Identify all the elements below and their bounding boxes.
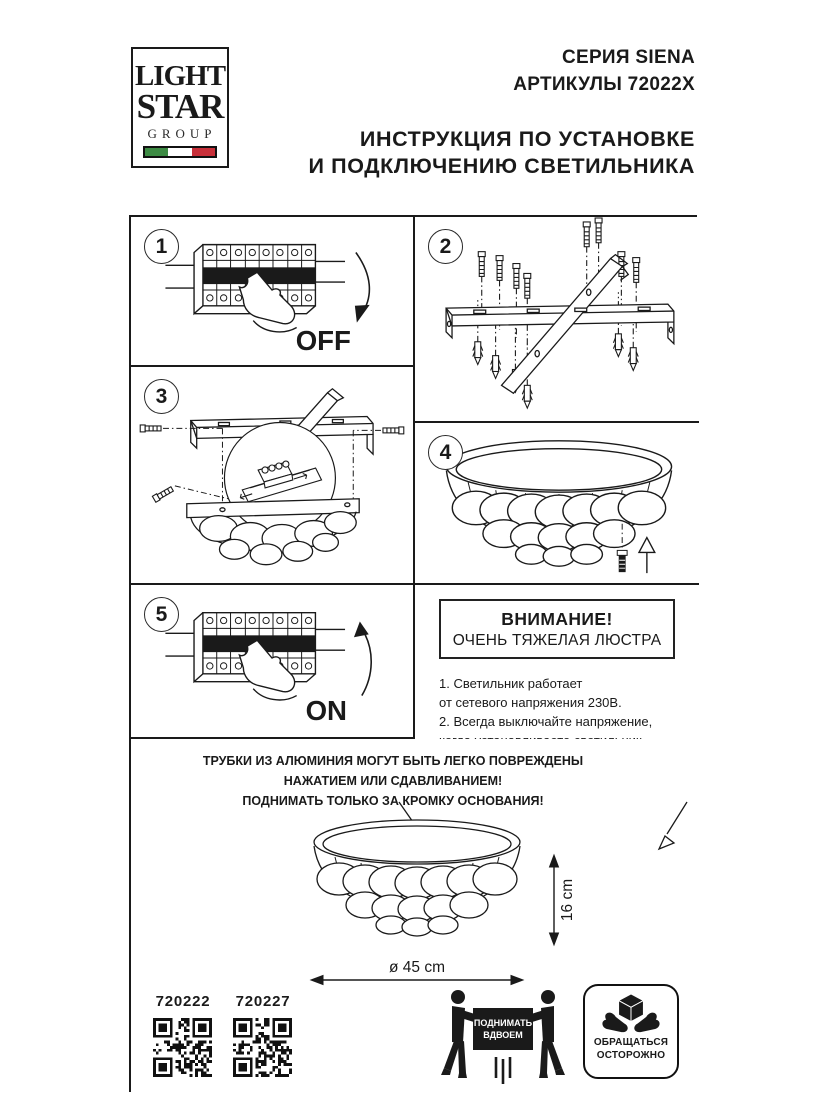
logo-word-group: GROUP xyxy=(147,126,217,141)
article-code-1: 720222 xyxy=(155,993,211,1010)
handle-with-care-badge xyxy=(583,984,679,1079)
diameter-label: ø 45 cm xyxy=(389,959,445,976)
handling-panel xyxy=(131,739,699,1094)
note-line: 1. Светильник работает xyxy=(439,676,583,691)
attention-panel xyxy=(415,585,699,739)
diameter-dimension xyxy=(311,976,523,985)
logo-word-star: STAR xyxy=(136,87,224,126)
instruction-title-line2: И ПОДКЛЮЧЕНИЮ СВЕТИЛЬНИКА xyxy=(308,154,695,178)
screw-icon xyxy=(617,550,627,572)
arrow-down-icon xyxy=(355,253,370,323)
warning-line: НАЖАТИЕМ ИЛИ СДАВЛИВАНИЕМ! xyxy=(283,774,503,788)
off-label: OFF xyxy=(295,325,351,357)
lift-with-two-icon xyxy=(437,985,569,1095)
instruction-grid xyxy=(129,215,697,1092)
step-1-number: 1 xyxy=(144,229,179,264)
qr-code-720227 xyxy=(233,1018,292,1077)
attention-box xyxy=(439,599,675,659)
wiring-magnifier xyxy=(224,422,335,533)
height-label: 16 cm xyxy=(559,878,576,922)
pointer-arrow-right xyxy=(667,802,687,834)
step-3-number: 3 xyxy=(144,379,179,414)
step-3-panel xyxy=(131,367,415,585)
instruction-title-line1: ИНСТРУКЦИЯ ПО УСТАНОВКЕ xyxy=(359,127,695,151)
on-label: ON xyxy=(305,695,348,727)
qr-code-720222 xyxy=(153,1018,212,1077)
lamp-base xyxy=(187,499,359,565)
step-5-panel xyxy=(131,585,415,739)
warning-line: ТРУБКИ ИЗ АЛЮМИНИЯ МОГУТ БЫТЬ ЛЕГКО ПОВРЕЖДЕНЫ xyxy=(202,754,584,768)
step-2-panel xyxy=(415,217,699,423)
step-2-number: 2 xyxy=(428,229,463,264)
series-title: СЕРИЯ SIENA xyxy=(561,47,695,68)
step-5-number: 5 xyxy=(144,597,179,632)
articles-title: АРТИКУЛЫ 72022X xyxy=(513,74,695,95)
italy-flag-icon xyxy=(143,146,217,158)
instruction-title xyxy=(309,126,695,180)
step-1-panel xyxy=(131,217,415,367)
lightstar-logo xyxy=(131,47,229,168)
arrow-up-icon xyxy=(639,538,655,574)
lift-label-line2: ВДВОЕМ xyxy=(483,1030,523,1040)
article-code-2: 720227 xyxy=(235,993,291,1010)
attention-title: ВНИМАНИЕ! xyxy=(501,608,613,629)
note-line: от сетевого напряжения 230В. xyxy=(439,695,622,710)
document-header xyxy=(309,44,695,180)
height-dimension xyxy=(550,855,559,945)
warning-line: ПОДНИМАТЬ ТОЛЬКО ЗА КРОМКУ ОСНОВАНИЯ! xyxy=(242,794,544,808)
arrow-up-icon xyxy=(354,622,371,696)
attention-subtitle: ОЧЕНЬ ТЯЖЕЛАЯ ЛЮСТРА xyxy=(452,631,662,649)
step-4-number: 4 xyxy=(428,435,463,470)
hands-holding-box-icon xyxy=(600,992,662,1034)
lift-label-line1: ПОДНИМАТЬ xyxy=(473,1018,533,1028)
logo-word-light: LIGHT xyxy=(134,60,226,92)
care-label: ОБРАЩАТЬСЯ ОСТОРОЖНО xyxy=(593,1037,669,1061)
step-4-panel xyxy=(415,423,699,585)
note-line: 2. Всегда выключайте напряжение, xyxy=(439,714,653,729)
